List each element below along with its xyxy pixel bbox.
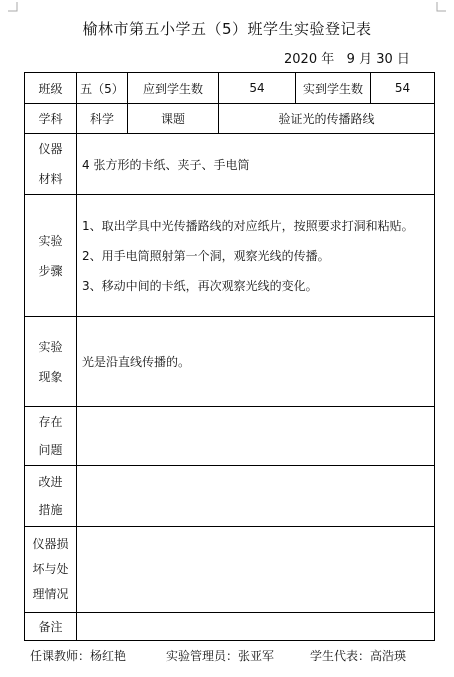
- date-day: 30: [376, 52, 393, 67]
- expected-count-label: 应到学生数: [128, 73, 219, 104]
- manager-signature: 实验管理员：张亚军: [166, 649, 275, 663]
- class-value: 五（5）: [77, 73, 128, 104]
- subject-value: 科学: [77, 104, 128, 134]
- topic-value: 验证光的传播路线: [219, 104, 435, 134]
- date-year-unit: 年: [321, 52, 335, 67]
- actual-count-label: 实到学生数: [296, 73, 371, 104]
- notes-value: [77, 613, 435, 641]
- table-row-problems: [25, 407, 435, 466]
- date-month-unit: 月: [359, 52, 373, 67]
- materials-label: [25, 134, 77, 195]
- record-date: [284, 48, 410, 67]
- problems-value: [77, 407, 435, 466]
- date-month: 9: [346, 52, 355, 67]
- table-row-steps: [25, 195, 435, 317]
- actual-count-value: 54: [371, 73, 435, 104]
- phenomenon-label-line-2: 现象: [38, 369, 63, 384]
- materials-label-line-2: 材料: [38, 172, 63, 186]
- improvement-label-line-1: 改进: [38, 475, 63, 489]
- phenomenon-label: [25, 317, 77, 407]
- problems-label: [25, 407, 77, 466]
- steps-label-line-1: 实验: [38, 233, 63, 248]
- table-row-phenomenon: [25, 317, 435, 407]
- date-year: 2020: [284, 52, 318, 67]
- page-title: 榆林市第五小学五（5）班学生实验登记表: [82, 20, 372, 38]
- table-row-damage: [25, 527, 435, 613]
- damage-label: [25, 527, 77, 613]
- step-item: 1、取出学具中光传播路线的对应纸片，按照要求打洞和粘贴。: [82, 218, 414, 233]
- damage-label-line-2: 坏与处: [32, 562, 69, 576]
- steps-content: [77, 195, 435, 317]
- teacher-signature: 任课教师：杨红艳: [30, 649, 127, 663]
- subject-label: 学科: [25, 104, 77, 134]
- materials-label-line-1: 仪器: [38, 142, 63, 156]
- table-row-subject: [25, 104, 435, 134]
- improvement-label: [25, 466, 77, 527]
- table-row-class-info: [25, 73, 435, 104]
- damage-value: [77, 527, 435, 613]
- problems-label-line-1: 存在: [38, 415, 63, 429]
- step-item: 2、用手电筒照射第一个洞，观察光线的传播。: [82, 248, 330, 263]
- class-label: 班级: [25, 73, 77, 104]
- crop-mark-top-right: [436, 2, 446, 12]
- expected-count-value: 54: [219, 73, 296, 104]
- student-rep-signature: 学生代表：高浩瑛: [310, 649, 407, 663]
- phenomenon-value: 光是沿直线传播的。: [77, 317, 435, 407]
- crop-mark-top-left: [8, 2, 18, 12]
- damage-label-line-1: 仪器损: [32, 537, 69, 551]
- improvement-value: [77, 466, 435, 527]
- experiment-record-table: [24, 72, 435, 641]
- damage-label-line-3: 理情况: [32, 587, 69, 601]
- notes-label: 备注: [25, 613, 77, 641]
- improvement-label-line-2: 措施: [38, 503, 63, 517]
- table-row-improvement: [25, 466, 435, 527]
- steps-label-line-2: 步骤: [38, 263, 63, 278]
- phenomenon-label-line-1: 实验: [38, 339, 63, 354]
- topic-label: 课题: [128, 104, 219, 134]
- table-row-notes: [25, 613, 435, 641]
- problems-label-line-2: 问题: [38, 443, 63, 457]
- table-row-materials: [25, 134, 435, 195]
- date-day-unit: 日: [396, 52, 410, 67]
- steps-label: [25, 195, 77, 317]
- materials-value: 4 张方形的卡纸、夹子、手电筒: [77, 134, 435, 195]
- step-item: 3、移动中间的卡纸，再次观察光线的变化。: [82, 278, 318, 293]
